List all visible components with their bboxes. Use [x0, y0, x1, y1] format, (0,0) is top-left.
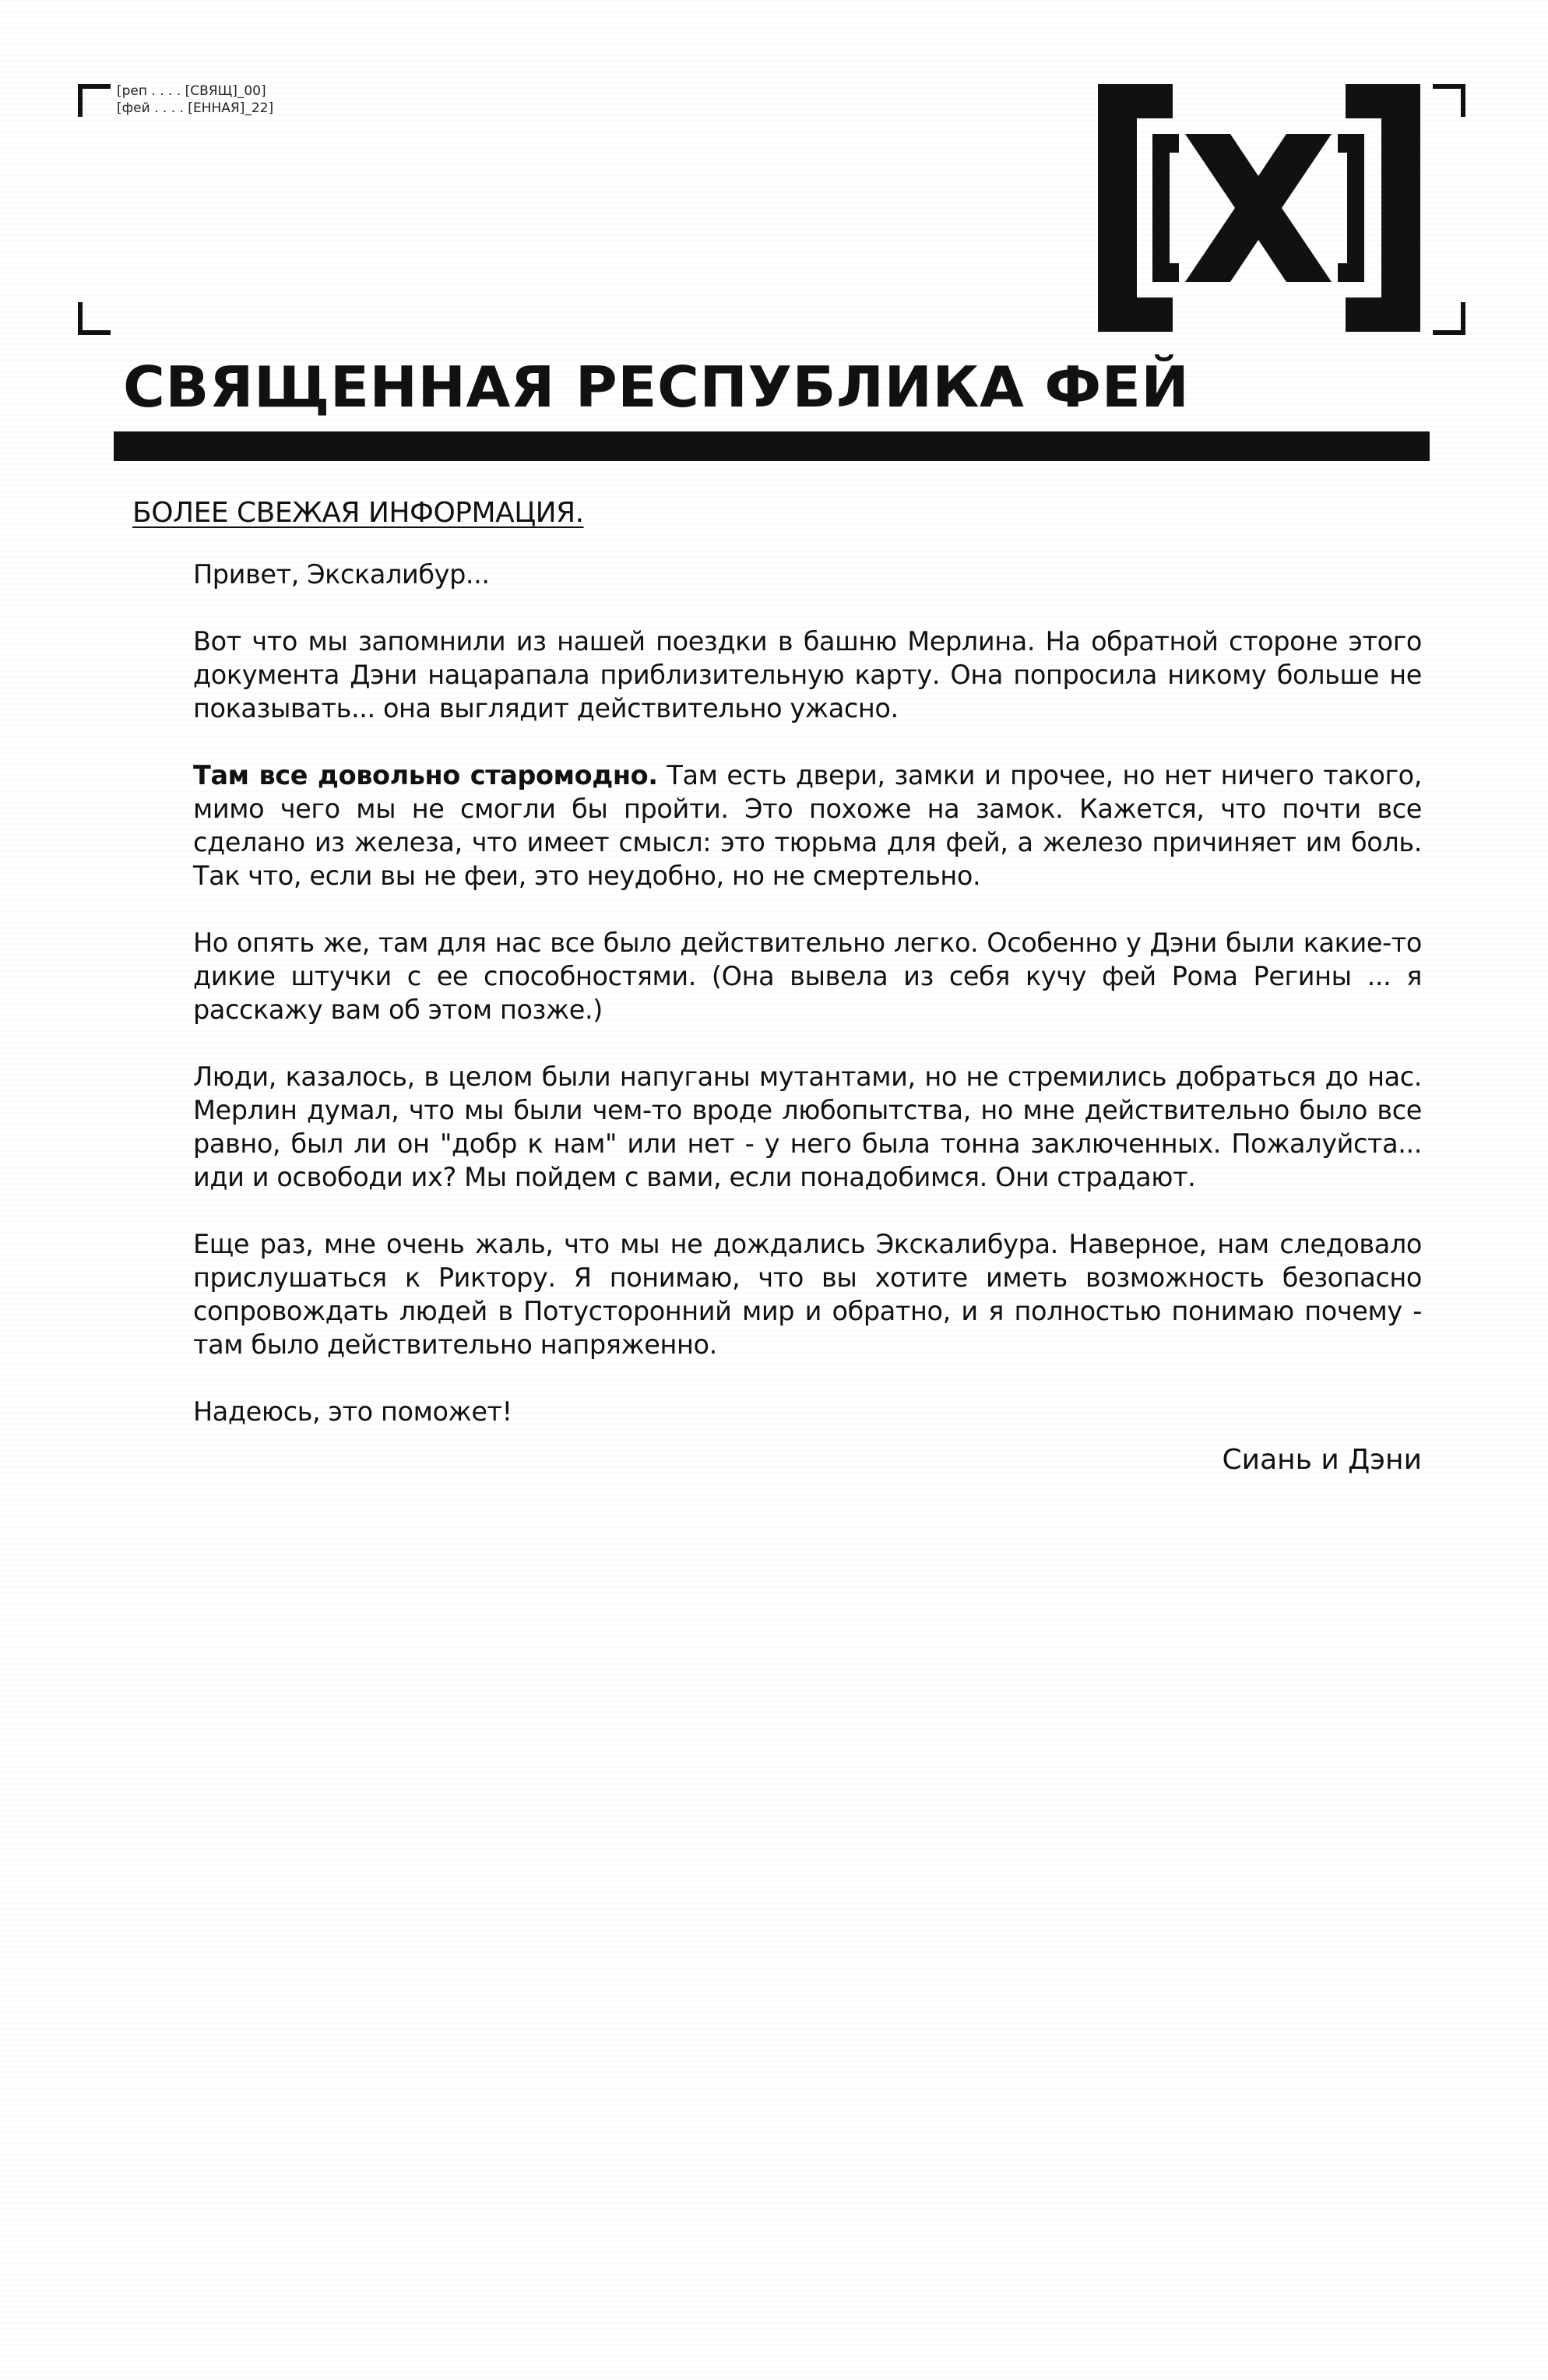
letter-greeting: Привет, Экскалибур... [193, 559, 490, 590]
letter-signature: Сиань и Дэни [1222, 1444, 1422, 1476]
letter-body [193, 558, 1422, 1462]
letter-closing: Надеюсь, это поможет! [193, 1396, 512, 1427]
frame-corner-bottom-right [1433, 302, 1465, 335]
file-codes [117, 83, 273, 117]
title-rule [114, 431, 1430, 461]
file-code-line-1: [реп . . . . [СВЯЩ]_00] [117, 83, 266, 99]
letter-paragraph-4: Люди, казалось, в целом были напуганы мутантами, но не стремились добраться до нас. Мерлин думал, что мы были чем-то вроде любопытства, но мне действительно было все равно, был ли он "добр к нам" или нет - у него была тонна заключенных. Пожалуйста... иди и освободи их? Мы пойдем с вами, если понадобимся. Они страдают. [193, 1061, 1422, 1192]
page-title: СВЯЩЕННАЯ РЕСПУБЛИКА ФЕЙ [123, 354, 1190, 420]
section-heading: БОЛЕЕ СВЕЖАЯ ИНФОРМАЦИЯ. [132, 497, 584, 529]
x-men-logo-icon [1098, 84, 1420, 332]
letter-paragraph-2 [193, 759, 1422, 892]
paragraph-2-lead: Там все довольно старомодно. [193, 760, 658, 790]
letter-paragraph-5: Еще раз, мне очень жаль, что мы не дождались Экскалибура. Наверное, нам следовало прислушаться к Риктору. Я понимаю, что вы хотите иметь возможность безопасно сопровождать людей в Потусторонний мир и обратно, и я полностью понимаю почему - там было действительно напряженно. [193, 1229, 1422, 1360]
frame-corner-top-right [1433, 84, 1465, 117]
frame-corner-bottom-left [78, 302, 111, 335]
letter-paragraph-3: Но опять же, там для нас все было действительно легко. Особенно у Дэни были какие-то дикие штучки с ее способностями. (Она вывела из себя кучу фей Рома Регины ... я расскажу вам об этом позже.) [193, 928, 1422, 1025]
frame-corner-top-left [78, 84, 111, 117]
letter-paragraph-1: Вот что мы запомнили из нашей поездки в башню Мерлина. На обратной стороне этого документа Дэни нацарапала приблизительную карту. Она попросила никому больше не показывать... она выглядит действительно ужасно. [193, 626, 1422, 724]
paragraph-2-rest: Там есть двери, замки и прочее, но нет ничего такого, мимо чего мы не смогли бы пройти. Это похоже на замок. Кажется, что почти все сделано из железа, что имеет смысл: это тюрьма для фей, а железо причиняет им боль. Так что, если вы не феи, это неудобно, но не смертельно. [193, 760, 1422, 891]
file-code-line-2: [фей . . . . [ЕННАЯ]_22] [117, 100, 274, 116]
